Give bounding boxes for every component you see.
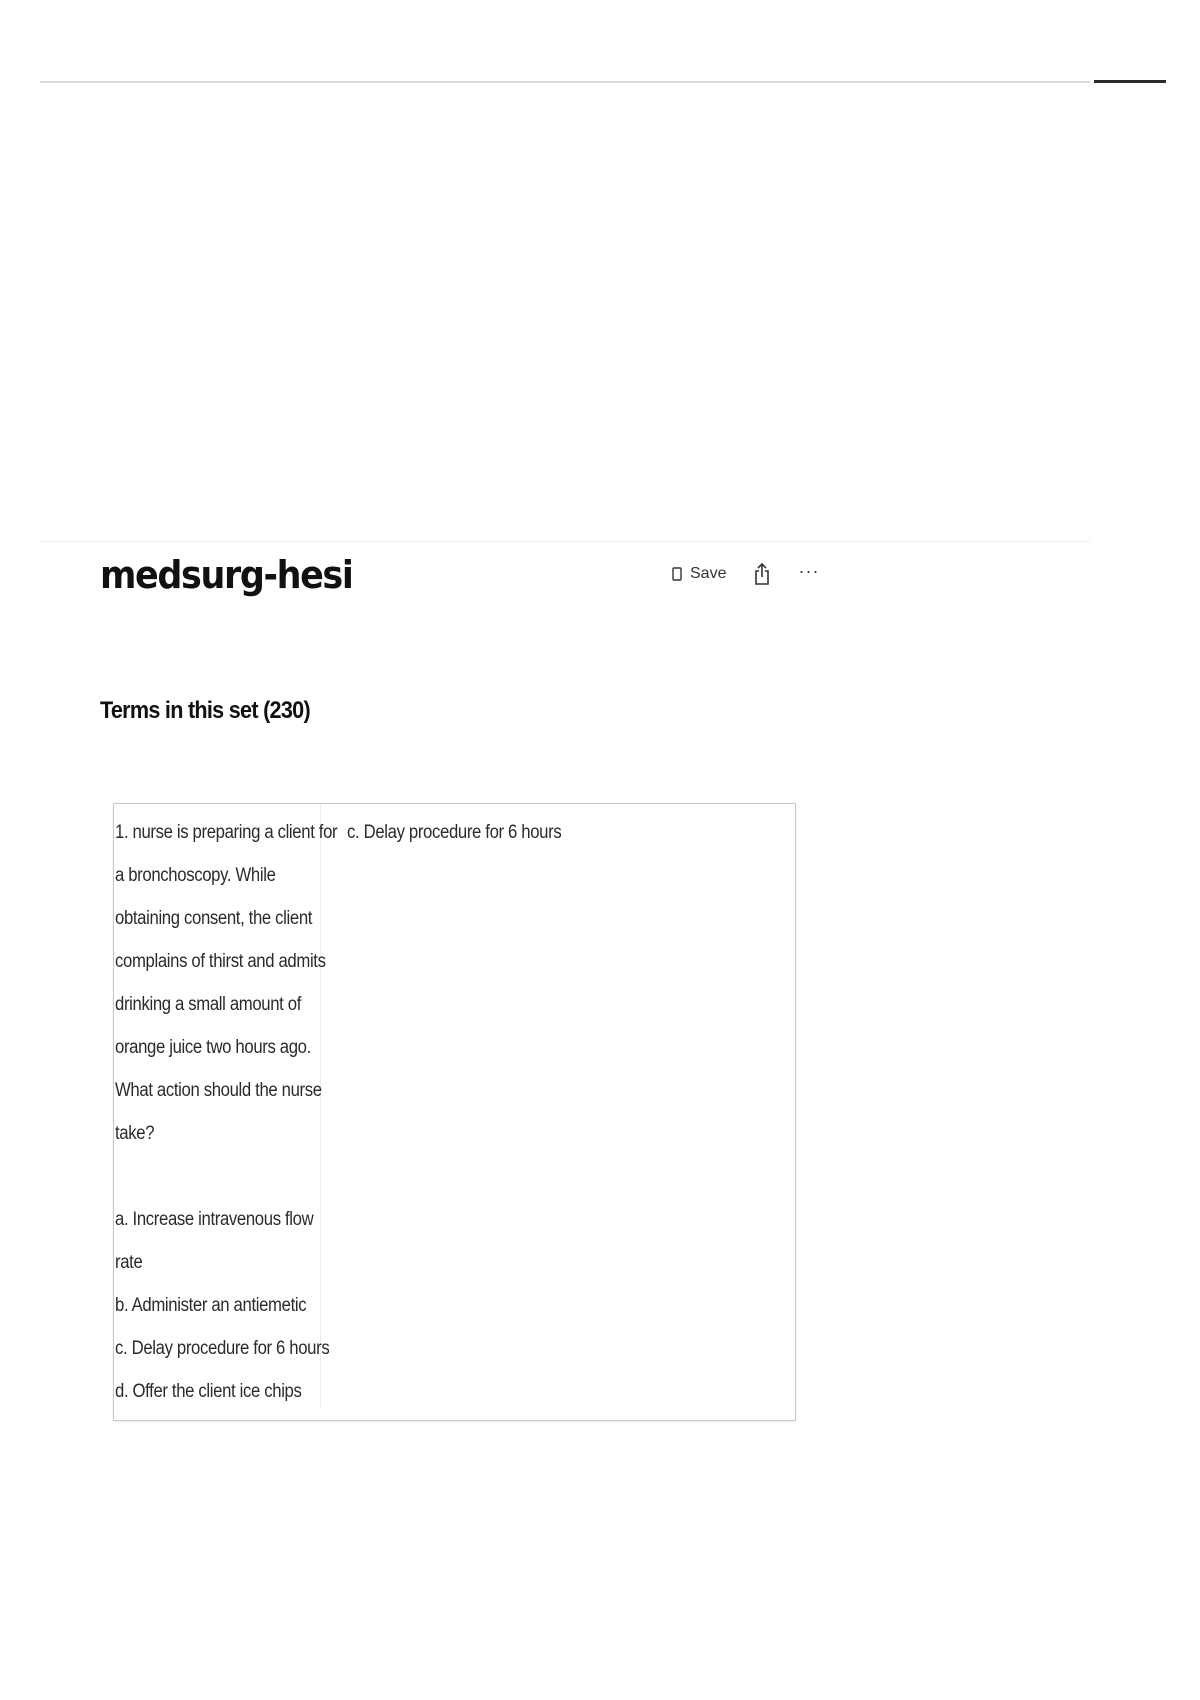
term-line: complains of thirst and admits [115, 951, 326, 972]
set-actions [672, 562, 819, 586]
term-line: What action should the nurse [115, 1080, 322, 1101]
share-icon [754, 562, 770, 586]
definition-text: c. Delay procedure for 6 hours [347, 822, 562, 843]
term-line [115, 1155, 295, 1198]
more-options-button[interactable] [798, 562, 819, 580]
term-card [113, 803, 796, 1421]
definition-side [347, 811, 777, 854]
term-line: c. Delay procedure for 6 hours [115, 1338, 330, 1359]
term-line: orange juice two hours ago. [115, 1037, 311, 1058]
term-line: b. Administer an antiemetic [115, 1295, 307, 1316]
term-line: rate [115, 1252, 143, 1273]
term-line: a. Increase intravenous flow [115, 1209, 314, 1230]
terms-heading: Terms in this set (230) [100, 697, 310, 724]
top-divider-accent [1094, 80, 1166, 83]
term-line: take? [115, 1123, 155, 1144]
share-button[interactable] [754, 562, 770, 586]
more-icon: ··· [798, 561, 820, 581]
term-line: drinking a small amount of [115, 994, 302, 1015]
term-line: obtaining consent, the client [115, 908, 313, 929]
bookmark-icon [672, 567, 682, 581]
term-side [114, 804, 338, 1409]
save-button[interactable] [672, 565, 726, 583]
top-divider [40, 81, 1090, 83]
section-divider [40, 541, 1090, 542]
term-line: 1. nurse is preparing a client for [115, 822, 338, 843]
page-title: medsurg-hesi [100, 553, 353, 597]
term-line: d. Offer the client ice chips [115, 1381, 302, 1402]
term-line: a bronchoscopy. While [115, 865, 276, 886]
save-label: Save [690, 565, 727, 582]
